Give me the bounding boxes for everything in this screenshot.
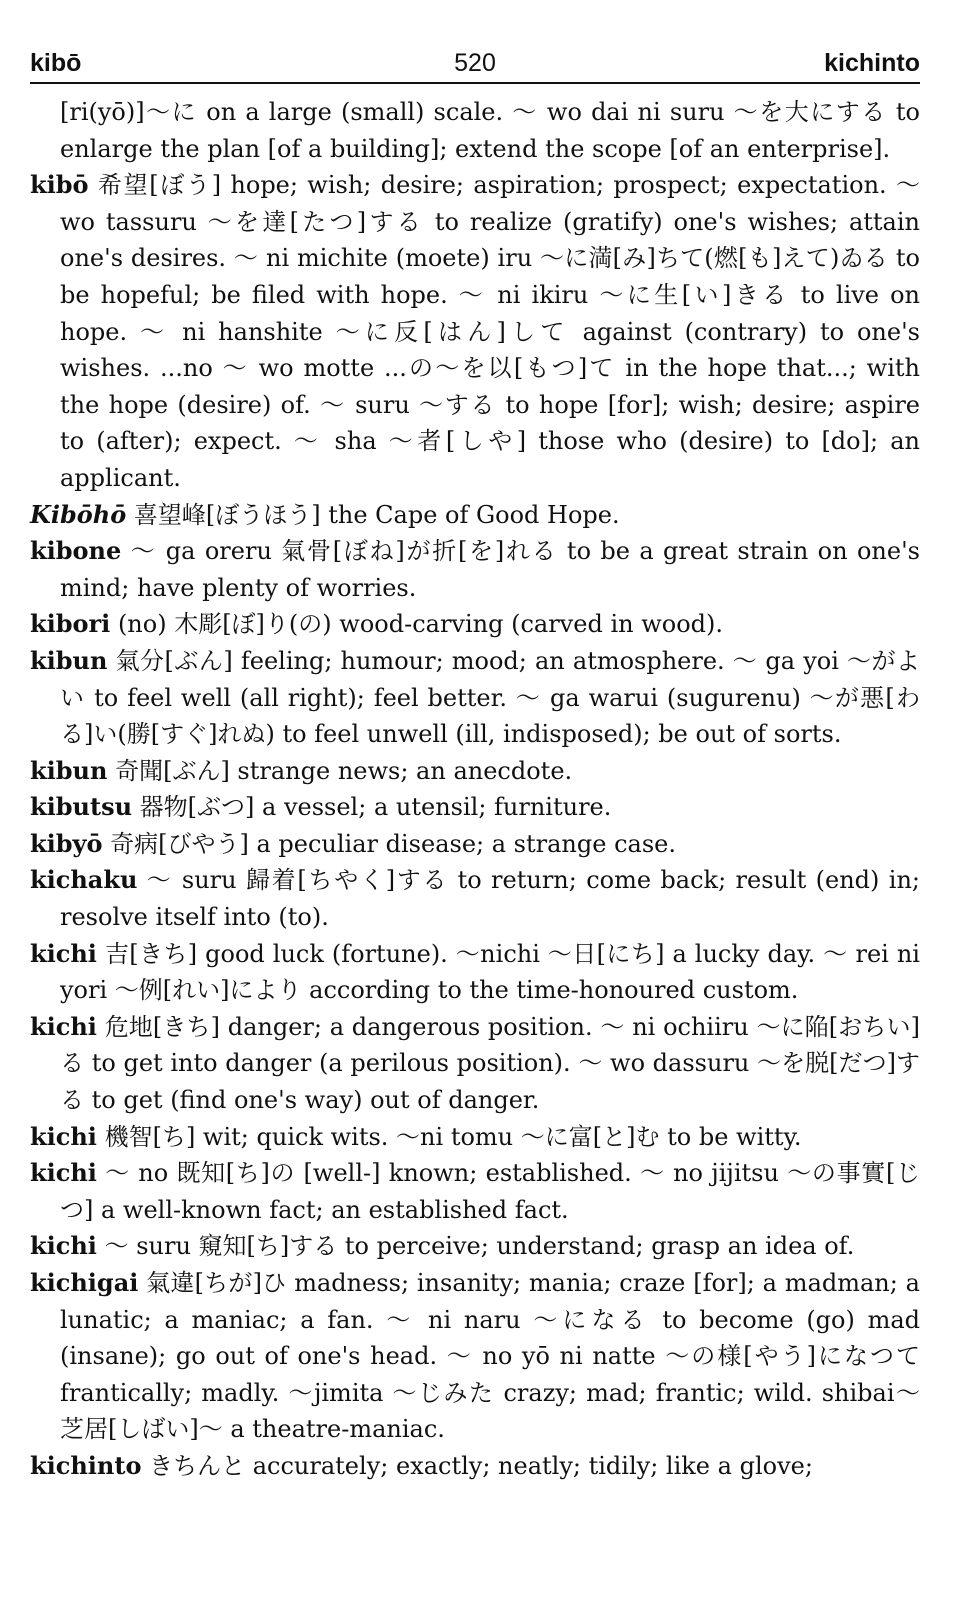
headword: kibō <box>30 170 89 200</box>
entry-kibun-news <box>30 753 920 790</box>
entry-kichinto <box>30 1448 920 1485</box>
headword: kichigai <box>30 1268 139 1297</box>
definition: 氣違[ちが]ひ madness; insanity; mania; craze [for]; a madman; a lunatic; a maniac; a fan. 〜 ni naru 〜になる to become (go) mad (insane); go out of one's head. 〜 no yō ni natte 〜の様[やう]になつて frantically; madly. 〜jimita 〜じみた crazy; mad; frantic; wild. shibai〜 芝居[しばい]〜 a theatre-maniac. <box>60 1269 920 1444</box>
headword: kichi <box>30 1231 97 1261</box>
headword: kibyō <box>30 828 103 858</box>
headword: kibori <box>30 609 111 639</box>
definition: 奇病[びやう] a peculiar disease; a strange case. <box>110 829 676 858</box>
headword: kibone <box>30 536 122 566</box>
entry-list <box>30 94 920 1485</box>
definition: (no) 木彫[ぼ]り(の) wood-carving (carved in wood). <box>117 610 723 639</box>
entry-kichi-wit <box>30 1119 920 1156</box>
header-rule <box>30 82 920 84</box>
headword: kibutsu <box>30 792 133 822</box>
entry-kiboho <box>30 497 920 534</box>
headword: kibun <box>30 645 108 675</box>
definition: 希望[ぼう] hope; wish; desire; aspiration; prospect; expectation. 〜 wo tassuru 〜を達[たつ]する to realize (gratify) one's wishes; attain one's desires. 〜 ni michite (moete) iru 〜に満[み]ちて(燃[も]えて)ゐる to be hopeful; be filed with hope. 〜 ni ikiru 〜に生[い]きる to live on hope. 〜 ni hanshite 〜に反[はん]して against (contrary) to one's wishes. ...no 〜 wo motte ...の〜を以[もつ]て in the hope that...; with the hope (desire) of. 〜 suru 〜する to hope [for]; wish; desire; aspire to (after); expect. 〜 sha 〜者[しや] those who (desire) to [do]; an applicant. <box>60 171 920 492</box>
continued-entry: [ri(yō)]〜に on a large (small) scale. 〜 wo dai ni suru 〜を大にする to enlarge the plan [of a building]; extend the scope [of an enterprise]. <box>60 98 920 163</box>
definition: 氣分[ぶん] feeling; humour; mood; an atmosphere. 〜 ga yoi 〜がよい to feel well (all right); feel better. 〜 ga warui (sugurenu) 〜が悪[わる]い(勝[すぐ]れぬ) to feel unwell (ill, indisposed); be out of sorts. <box>60 646 920 749</box>
entry-kichigai <box>30 1265 920 1448</box>
page-number: 520 <box>454 49 496 77</box>
headword: kichinto <box>30 1450 142 1480</box>
definition: 〜 no 既知[ち]の [well-] known; established. 〜 no jijitsu 〜の事實[じつ] a well-known fact; an established fact. <box>60 1159 920 1224</box>
entry-kibo <box>30 167 920 496</box>
definition: 奇聞[ぶん] strange news; an anecdote. <box>115 756 573 785</box>
entry-kichi-known <box>30 1155 920 1228</box>
headword: kichi <box>30 1011 97 1041</box>
definition: 〜 suru 歸着[ちやく]する to return; come back; result (end) in; resolve itself into (to). <box>60 866 920 932</box>
entry-kibyo <box>30 826 920 863</box>
definition: きちんと accurately; exactly; neatly; tidily; like a glove; <box>149 1451 813 1480</box>
headword: kibun <box>30 755 108 785</box>
definition: 〜 ga oreru 氣骨[ぼね]が折[を]れる to be a great strain on one's mind; have plenty of worries. <box>60 537 920 602</box>
headword: kichi <box>30 1158 97 1188</box>
entry-kichi-perceive <box>30 1228 920 1265</box>
entry-kichi-luck <box>30 936 920 1009</box>
definition: 器物[ぶつ] a vessel; a utensil; furniture. <box>139 793 612 822</box>
entry-kibun-feeling <box>30 643 920 753</box>
entry-kichi-danger <box>30 1009 920 1119</box>
definition: 吉[きち] good luck (fortune). 〜nichi 〜日[にち] a lucky day. 〜 rei ni yori 〜例[れい]により according to the time-honoured custom. <box>60 939 920 1005</box>
entry-kichaku <box>30 862 920 935</box>
definition: 危地[きち] danger; a dangerous position. 〜 ni ochiiru 〜に陥[おちい]る to get into danger (a perilous position). 〜 wo dassuru 〜を脱[だつ]する to get (find one's way) out of danger. <box>60 1012 920 1115</box>
headword: kichaku <box>30 865 138 895</box>
headword: kichi <box>30 938 97 968</box>
entry-kibori <box>30 606 920 643</box>
definition: 〜 suru 窺知[ち]する to perceive; understand; grasp an idea of. <box>104 1232 855 1261</box>
right-guide-word: kichinto <box>824 49 920 77</box>
left-guide-word: kibō <box>30 49 82 77</box>
dictionary-page <box>0 38 966 1610</box>
entry-kibone <box>30 533 920 606</box>
definition: 喜望峰[ぼうほう] the Cape of Good Hope. <box>133 500 620 529</box>
definition: 機智[ち] wit; quick wits. 〜ni tomu 〜に富[と]む to be witty. <box>104 1122 802 1151</box>
headword: Kibōhō <box>30 499 127 529</box>
headword: kichi <box>30 1121 97 1151</box>
entry-kibutsu <box>30 789 920 826</box>
page-header <box>30 38 920 82</box>
